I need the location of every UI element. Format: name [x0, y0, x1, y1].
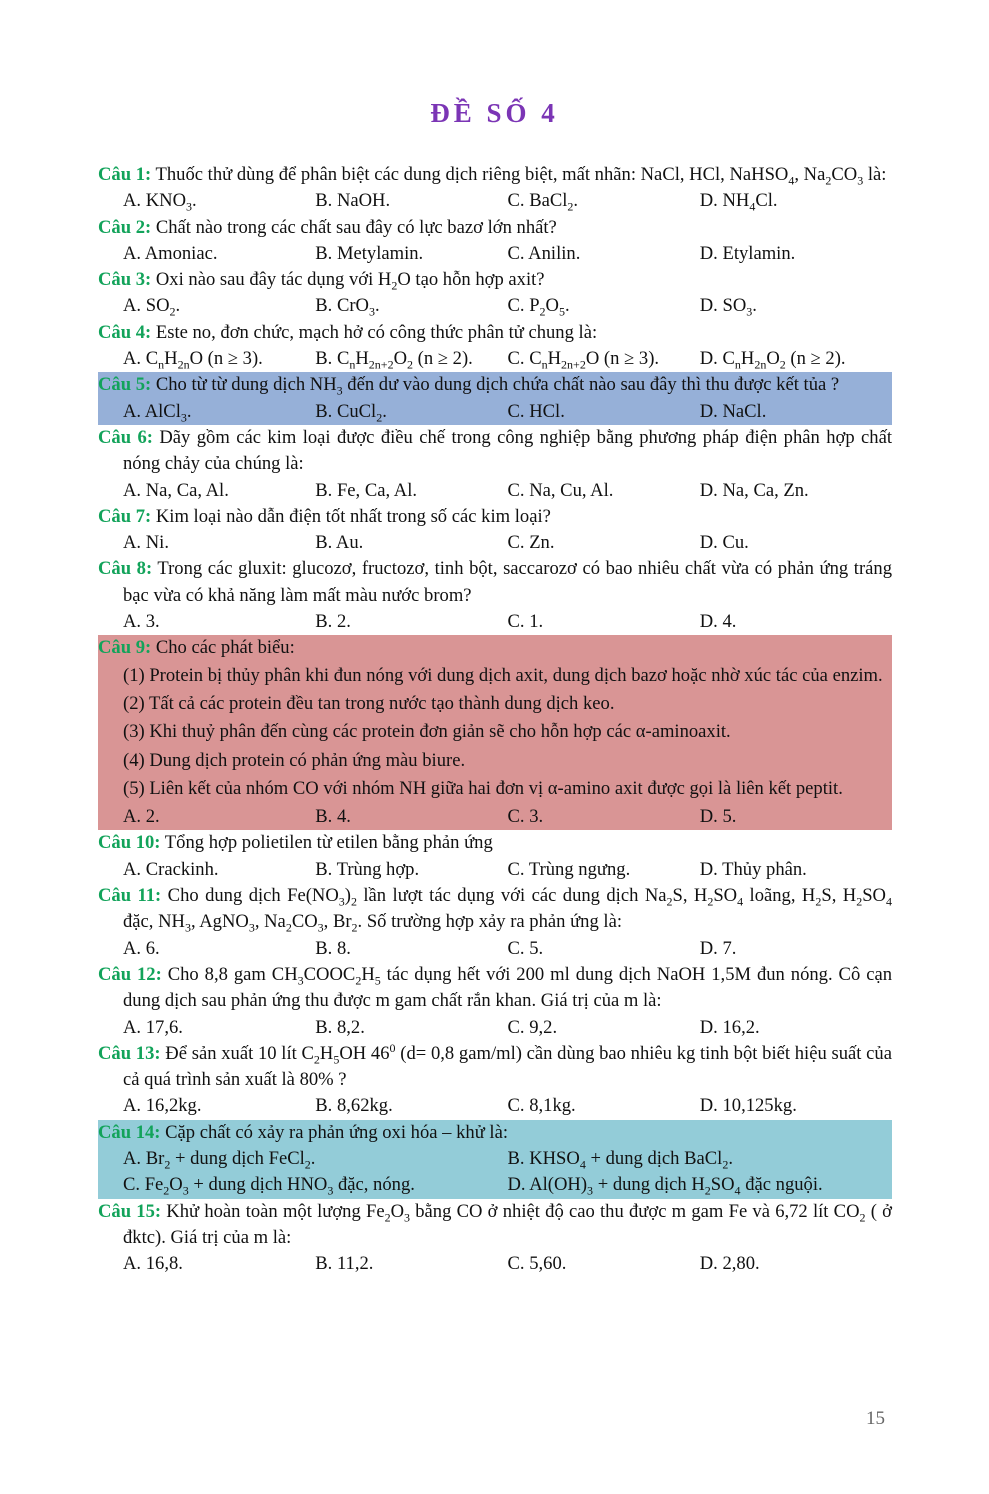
question-number: Câu 5:	[98, 374, 152, 396]
option-c[interactable]: C. Trùng ngưng.	[507, 858, 631, 880]
question-13: Câu 13: Để sản xuất 10 lít $C_2H_5OH$ $46^0$ (d= 0,8 gam/ml) cần dùng bao nhiêu kg tinh bột biết hiệu suất của cả quá trình sản xuất là 80% ? A. 16,2kg. B. 8,62kg. C. 8,1kg. D. 10,125kg.	[98, 1041, 892, 1120]
statement-3: (3) Khi thuỷ phân đến cùng các protein đơn giản sẽ cho hỗn hợp các α-aminoaxit.	[123, 721, 731, 743]
option-d[interactable]: D. Cu.	[699, 532, 749, 554]
answer-options	[98, 609, 892, 635]
answer-options	[98, 804, 892, 830]
answer-options	[98, 1015, 892, 1041]
option-c[interactable]: C. $Fe_2O_3$ + dung dịch $HNO_3$ đặc, nóng.	[123, 1174, 415, 1198]
question-10: Câu 10: Tổng hợp polietilen từ etilen bằng phản ứng A. Crackinh. B. Trùng hợp. C. Trùng ngưng. D. Thủy phân.	[98, 830, 892, 883]
option-a[interactable]: A. 3.	[123, 611, 160, 633]
option-c[interactable]: C. $C_nH_{2n+2}O$ (n ≥ 3).	[507, 348, 660, 372]
option-b[interactable]: B. 8,62kg.	[315, 1095, 393, 1117]
option-a[interactable]: A. Crackinh.	[123, 858, 219, 880]
statement-4: (4) Dung dịch protein có phản ứng màu biure.	[123, 749, 466, 771]
option-c[interactable]: C. 5,60.	[507, 1253, 567, 1275]
option-b[interactable]: B. CuCl$_2$.	[315, 400, 387, 425]
question-8: Câu 8: Trong các gluxit: glucozơ, fructozơ, tinh bột, saccarozơ có bao nhiêu chất vừa có phản ứng tráng bạc vừa có khả năng làm mất màu nước brom? A. 3. B. 2. C. 1. D. 4.	[98, 556, 892, 635]
question-number: Câu 10:	[98, 832, 161, 854]
answer-options	[98, 346, 892, 372]
question-number: Câu 14:	[98, 1121, 161, 1143]
question-12: Câu 12: Cho 8,8 gam $CH_3COOC_2H_5$ tác dụng hết với 200 ml dung dịch NaOH 1,5M đun nóng. Cô cạn dung dịch sau phản ứng thu được m gam chất rắn khan. Giá trị của m là: A. 17,6. B. 8,2. C. 9,2. D. 16,2.	[98, 962, 892, 1041]
option-b[interactable]: B. Au.	[315, 532, 364, 554]
option-c[interactable]: C. Zn.	[507, 532, 555, 554]
option-b[interactable]: B. $C_nH_{2n+2}O_2$ (n ≥ 2).	[315, 348, 473, 372]
answer-options	[98, 293, 892, 319]
answer-options	[98, 857, 892, 883]
option-d[interactable]: D. 7.	[699, 937, 737, 959]
option-a[interactable]: A. Amoniac.	[123, 242, 218, 264]
question-number: Câu 6:	[98, 426, 153, 448]
option-d[interactable]: D. 16,2.	[699, 1016, 760, 1038]
answer-options-row-1	[98, 1146, 892, 1172]
option-a[interactable]: A. 6.	[123, 937, 160, 959]
question-2: Câu 2: Chất nào trong các chất sau đây có lực bazơ lớn nhất? A. Amoniac. B. Metylamin. C. Anilin. D. Etylamin.	[98, 215, 892, 268]
statement-2: (2) Tất cả các protein đều tan trong nước tạo thành dung dịch keo.	[123, 692, 615, 714]
option-b[interactable]: B. 11,2.	[315, 1253, 374, 1275]
question-number: Câu 9:	[98, 637, 152, 659]
question-9: Câu 9: Cho các phát biểu: (1) Protein bị thủy phân khi đun nóng với dung dịch axit, dung dịch bazơ hoặc nhờ xúc tác của enzim. (2) Tất cả các protein đều tan trong nước tạo thành dung dịch keo. (3) Khi thuỷ phân đến cùng các protein đơn giản sẽ cho hỗn hợp các α-aminoaxit. (4) Dung dịch protein có phản ứng màu biure. (5) Liên kết của nhóm CO với nhóm NH giữa hai đơn vị α-amino axit được gọi là liên kết peptit. A. 2. B. 4. C. 3. D. 5.	[98, 635, 892, 830]
option-b[interactable]: B. Fe, Ca, Al.	[315, 479, 418, 501]
option-d[interactable]: D. 5.	[699, 806, 737, 828]
answer-options	[98, 188, 892, 214]
answer-options	[98, 1251, 892, 1277]
page-title: ĐỀ SỐ 4	[430, 98, 559, 128]
question-14: Câu 14: Cặp chất có xảy ra phản ứng oxi hóa – khử là: A. $Br_2$ + dung dịch FeCl$_2$. B. $KHSO_4$ + dung dịch BaCl$_2$. C. $Fe_2O_3$ + dung dịch $HNO_3$ đặc, nóng. D. $Al(OH)_3$ + dung dịch $H_2SO_4$ đặc nguội.	[98, 1120, 892, 1199]
option-c[interactable]: C. Na, Cu, Al.	[507, 479, 614, 501]
option-d[interactable]: D. Etylamin.	[699, 242, 796, 264]
option-a[interactable]: A. AlCl$_3$.	[123, 400, 192, 425]
question-15: Câu 15: Khử hoàn toàn một lượng $Fe_2O_3$ bằng CO ở nhiệt độ cao thu được m gam Fe và 6,72 lít $CO_2$ ( ở đktc). Giá trị của m là: A. 16,8. B. 11,2. C. 5,60. D. 2,80.	[98, 1199, 892, 1278]
option-c[interactable]: C. 1.	[507, 611, 544, 633]
option-d[interactable]: D. Thủy phân.	[699, 858, 807, 880]
question-7: Câu 7: Kim loại nào dẫn điện tốt nhất trong số các kim loại? A. Ni. B. Au. C. Zn. D. Cu.	[98, 504, 892, 557]
question-number: Câu 1:	[98, 164, 152, 185]
question-number: Câu 12:	[98, 963, 162, 985]
option-a[interactable]: A. $SO_2$.	[123, 295, 181, 320]
option-c[interactable]: C. 3.	[507, 806, 544, 828]
question-number: Câu 15:	[98, 1200, 162, 1222]
option-d[interactable]: D. 2,80.	[699, 1253, 760, 1275]
option-b[interactable]: B. NaOH.	[315, 190, 391, 212]
option-b[interactable]: B. 4.	[315, 806, 351, 828]
statement-list	[98, 663, 892, 802]
question-number: Câu 13:	[98, 1042, 161, 1064]
option-a[interactable]: A. 16,8.	[123, 1253, 183, 1275]
answer-options	[98, 936, 892, 962]
option-d[interactable]: D. $NH_4Cl$.	[699, 190, 778, 215]
question-number: Câu 4:	[98, 321, 152, 343]
option-c[interactable]: C. 9,2.	[507, 1016, 558, 1038]
statement-1: (1) Protein bị thủy phân khi đun nóng với dung dịch axit, dung dịch bazơ hoặc nhờ xúc tác của enzim.	[123, 664, 883, 686]
option-a[interactable]: A. Na, Ca, Al.	[123, 479, 229, 501]
answer-options	[98, 399, 892, 425]
option-c[interactable]: C. HCl.	[507, 400, 565, 422]
question-1: Câu 1: Thuốc thử dùng để phân biệt các dung dịch riêng biệt, mất nhãn: NaCl, HCl, NaHSO$_4$, $Na_2CO_3$ là: A. $KNO_3$. B. NaOH. C. BaCl$_2$. D. $NH_4Cl$.	[98, 162, 892, 215]
question-6: Câu 6: Dãy gồm các kim loại được điều chế trong công nghiệp bằng phương pháp điện phân hợp chất nóng chảy của chúng là: A. Na, Ca, Al. B. Fe, Ca, Al. C. Na, Cu, Al. D. Na, Ca, Zn.	[98, 425, 892, 504]
option-c[interactable]: C. BaCl$_2$.	[507, 190, 579, 215]
question-number: Câu 11:	[98, 885, 162, 907]
question-11: Câu 11: Cho dung dịch $Fe(NO_3)_2$ lần lượt tác dụng với các dung dịch $Na_2S$, $H_2SO_4$ loãng, $H_2S$, $H_2SO_4$ đặc, $NH_3$, AgNO$_3$, $Na_2CO_3$, $Br_2$. Số trường hợp xảy ra phản ứng là: A. 6. B. 8. C. 5. D. 7.	[98, 883, 892, 962]
option-d[interactable]: D. $Al(OH)_3$ + dung dịch $H_2SO_4$ đặc nguội.	[507, 1174, 823, 1198]
question-number: Câu 3:	[98, 269, 152, 291]
answer-options-row-2	[98, 1172, 892, 1198]
option-d[interactable]: D. 4.	[699, 611, 737, 633]
option-a[interactable]: A. $C_nH_{2n}O$ (n ≥ 3).	[123, 348, 263, 372]
option-b[interactable]: B. 2.	[315, 611, 351, 633]
option-b[interactable]: B. Metylamin.	[315, 242, 424, 264]
option-c[interactable]: C. $P_2O_5$.	[507, 295, 570, 320]
option-b[interactable]: B. Trùng hợp.	[315, 858, 420, 880]
option-d[interactable]: D. $SO_3$.	[699, 295, 757, 320]
option-a[interactable]: A. Ni.	[123, 532, 169, 554]
question-4: Câu 4: Este no, đơn chức, mạch hở có công thức phân tử chung là: A. $C_nH_{2n}O$ (n ≥ 3). B. $C_nH_{2n+2}O_2$ (n ≥ 2). C. $C_nH_{2n+2}O$ (n ≥ 3). D. $C_nH_{2n}O_2$ (n ≥ 2).	[98, 320, 892, 373]
answer-options	[98, 530, 892, 556]
page-number: 15	[866, 1408, 885, 1429]
question-list	[98, 162, 892, 1277]
statement-5: (5) Liên kết của nhóm CO với nhóm NH giữa hai đơn vị α-amino axit được gọi là liên kết peptit.	[123, 777, 843, 799]
option-b[interactable]: B. $KHSO_4$ + dung dịch BaCl$_2$.	[507, 1147, 733, 1172]
answer-options	[98, 1093, 892, 1119]
question-number: Câu 8:	[98, 558, 153, 580]
option-b[interactable]: B. 8,2.	[315, 1016, 365, 1038]
option-d[interactable]: D. $C_nH_{2n}O_2$ (n ≥ 2).	[699, 348, 846, 372]
option-d[interactable]: D. 10,125kg.	[699, 1095, 797, 1117]
option-c[interactable]: C. Anilin.	[507, 242, 581, 264]
question-5: Câu 5: Cho từ từ dung dịch $NH_3$ đến dư vào dung dịch chứa chất nào sau đây thì thu được kết tủa ? A. AlCl$_3$. B. CuCl$_2$. C. HCl. D. NaCl.	[98, 372, 892, 425]
question-3: Câu 3: Oxi nào sau đây tác dụng với $H_2O$ tạo hỗn hợp axit? A. $SO_2$. B. CrO$_3$. C. $P_2O_5$. D. $SO_3$.	[98, 267, 892, 320]
option-c[interactable]: C. 8,1kg.	[507, 1095, 576, 1117]
answer-options	[98, 478, 892, 504]
option-d[interactable]: D. Na, Ca, Zn.	[699, 479, 809, 501]
option-a[interactable]: A. $Br_2$ + dung dịch FeCl$_2$.	[123, 1147, 316, 1172]
option-a[interactable]: A. 2.	[123, 806, 160, 828]
option-a[interactable]: A. 17,6.	[123, 1016, 183, 1038]
option-a[interactable]: A. $KNO_3$.	[123, 190, 197, 215]
option-b[interactable]: B. 8.	[315, 937, 351, 959]
option-b[interactable]: B. CrO$_3$.	[315, 295, 380, 320]
option-c[interactable]: C. 5.	[507, 937, 544, 959]
answer-options	[98, 241, 892, 267]
question-number: Câu 2:	[98, 216, 152, 238]
question-number: Câu 7:	[98, 505, 152, 527]
option-a[interactable]: A. 16,2kg.	[123, 1095, 202, 1117]
option-d[interactable]: D. NaCl.	[699, 400, 767, 422]
